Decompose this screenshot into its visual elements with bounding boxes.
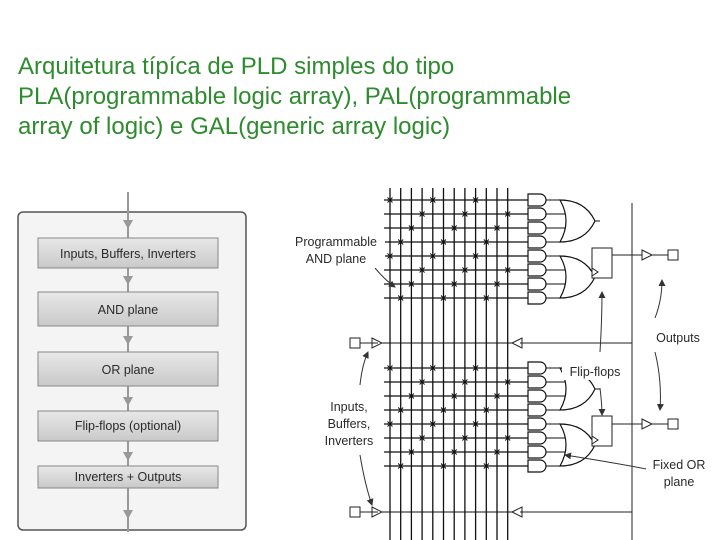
title-line-3: array of logic) e GAL(generic array logic) <box>18 113 451 140</box>
block-and-plane <box>38 292 218 326</box>
and-gate <box>528 390 546 402</box>
and-gate <box>528 278 546 290</box>
and-gate <box>528 362 546 374</box>
pld-schematic <box>287 188 712 540</box>
flip-flop-bottom <box>592 416 612 446</box>
or-gate <box>560 200 595 242</box>
gate-symbols <box>528 194 600 472</box>
flip-flop-top <box>592 248 612 278</box>
label-line: Inverters <box>324 434 374 448</box>
output-pin-top <box>612 250 678 260</box>
label-line: Buffers, <box>327 417 371 431</box>
title-line-2: PLA(programmable logic array), PAL(programmable <box>18 83 572 110</box>
label-line: plane <box>663 475 695 489</box>
label-line: AND plane <box>305 252 367 266</box>
block-label: Inverters + Outputs <box>74 470 182 484</box>
label-line: Inputs, <box>330 400 368 414</box>
block-flip-flops-optional <box>38 411 218 441</box>
label-line: Outputs <box>656 331 700 345</box>
label-programmable-and-plane <box>287 232 385 268</box>
block-or-plane <box>38 352 218 386</box>
or-gate <box>560 256 595 298</box>
and-gate <box>528 404 546 416</box>
and-array-grid <box>382 188 528 540</box>
and-gate <box>528 194 546 206</box>
label-fixed-or-plane <box>646 456 712 490</box>
and-gate <box>528 292 546 304</box>
and-gate <box>528 376 546 388</box>
output-pin-bottom <box>612 419 678 429</box>
block-label: Inputs, Buffers, Inverters <box>60 247 196 261</box>
label-flip-flops <box>562 362 628 380</box>
and-gate <box>528 250 546 262</box>
and-gate <box>528 432 546 444</box>
label-inputs-buffers-inverters <box>320 397 382 451</box>
input-pin-top <box>350 338 382 348</box>
or-gate <box>560 424 595 466</box>
block-label: OR plane <box>101 363 155 377</box>
and-gate <box>528 222 546 234</box>
and-gate <box>528 236 546 248</box>
block-label: AND plane <box>97 303 159 317</box>
and-gate <box>528 208 546 220</box>
and-gate <box>528 446 546 458</box>
and-gate <box>528 264 546 276</box>
annotation-arrows <box>360 268 662 505</box>
label-line: Flip-flops <box>569 365 621 379</box>
and-gate <box>528 460 546 472</box>
label-line: Programmable <box>295 235 377 249</box>
block-inputs-buffers-inverters <box>38 238 218 268</box>
input-pin-bottom <box>350 507 382 517</box>
label-line: Fixed OR <box>652 458 706 472</box>
block-diagram <box>18 192 246 532</box>
block-inverters-outputs <box>38 466 218 488</box>
title-line-1: Arquitetura típíca de PLD simples do tipo <box>18 53 455 80</box>
and-gate <box>528 418 546 430</box>
block-label: Flip-flops (optional) <box>74 419 182 433</box>
label-outputs <box>650 328 706 346</box>
